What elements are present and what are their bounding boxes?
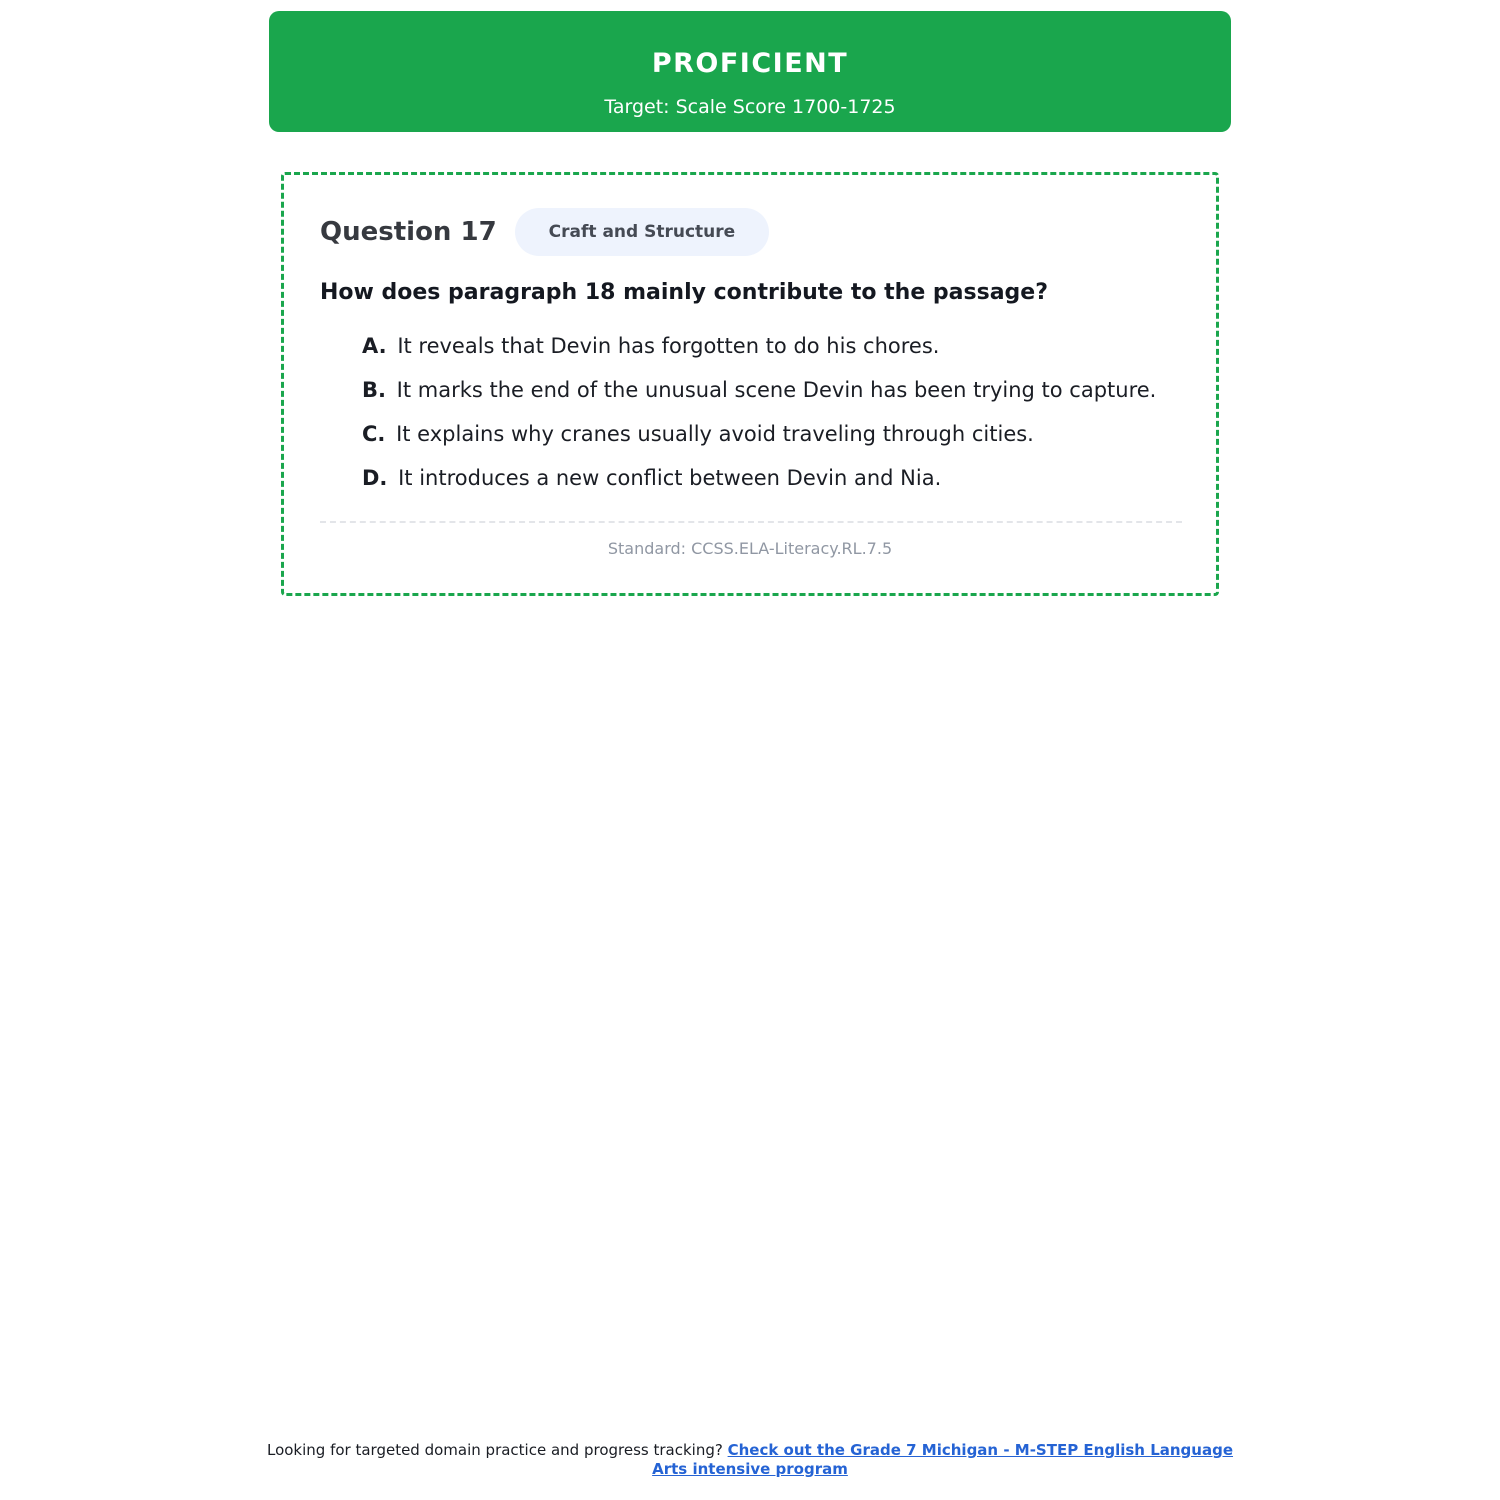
- choice-letter: B.: [362, 378, 386, 402]
- answer-choice-c[interactable]: [362, 420, 1156, 464]
- footer-text: Looking for targeted domain practice and progress tracking?: [266, 1441, 723, 1459]
- choice-letter: A.: [362, 334, 387, 358]
- answer-choice-b[interactable]: [362, 376, 1156, 420]
- category-badge: Craft and Structure: [515, 208, 770, 256]
- program-link[interactable]: Check out the Grade 7 Michigan - M-STEP English Language Arts intensive program: [652, 1441, 1234, 1478]
- choice-text: It introduces a new conflict between Devin and Nia.: [398, 466, 942, 490]
- proficiency-banner: [269, 11, 1231, 132]
- footer: [260, 1441, 1240, 1479]
- question-header: [320, 207, 769, 257]
- choice-letter: C.: [362, 422, 386, 446]
- proficiency-level: PROFICIENT: [651, 48, 849, 79]
- answer-choice-d[interactable]: [362, 464, 1156, 508]
- question-prompt: How does paragraph 18 mainly contribute to the passage?: [320, 280, 1048, 305]
- question-number: Question 17: [320, 217, 497, 247]
- standard-label: Standard: CCSS.ELA-Literacy.RL.7.5: [607, 539, 893, 558]
- question-card: [281, 172, 1219, 596]
- choice-text: It marks the end of the unusual scene Devin has been trying to capture.: [396, 378, 1157, 402]
- choice-text: It reveals that Devin has forgotten to do his chores.: [397, 334, 940, 358]
- answer-choice-a[interactable]: [362, 332, 1156, 376]
- target-score: Target: Scale Score 1700-1725: [604, 96, 896, 118]
- divider: [320, 521, 1182, 523]
- choice-letter: D.: [362, 466, 388, 490]
- choice-text: It explains why cranes usually avoid traveling through cities.: [396, 422, 1034, 446]
- answer-choices: [362, 332, 1156, 508]
